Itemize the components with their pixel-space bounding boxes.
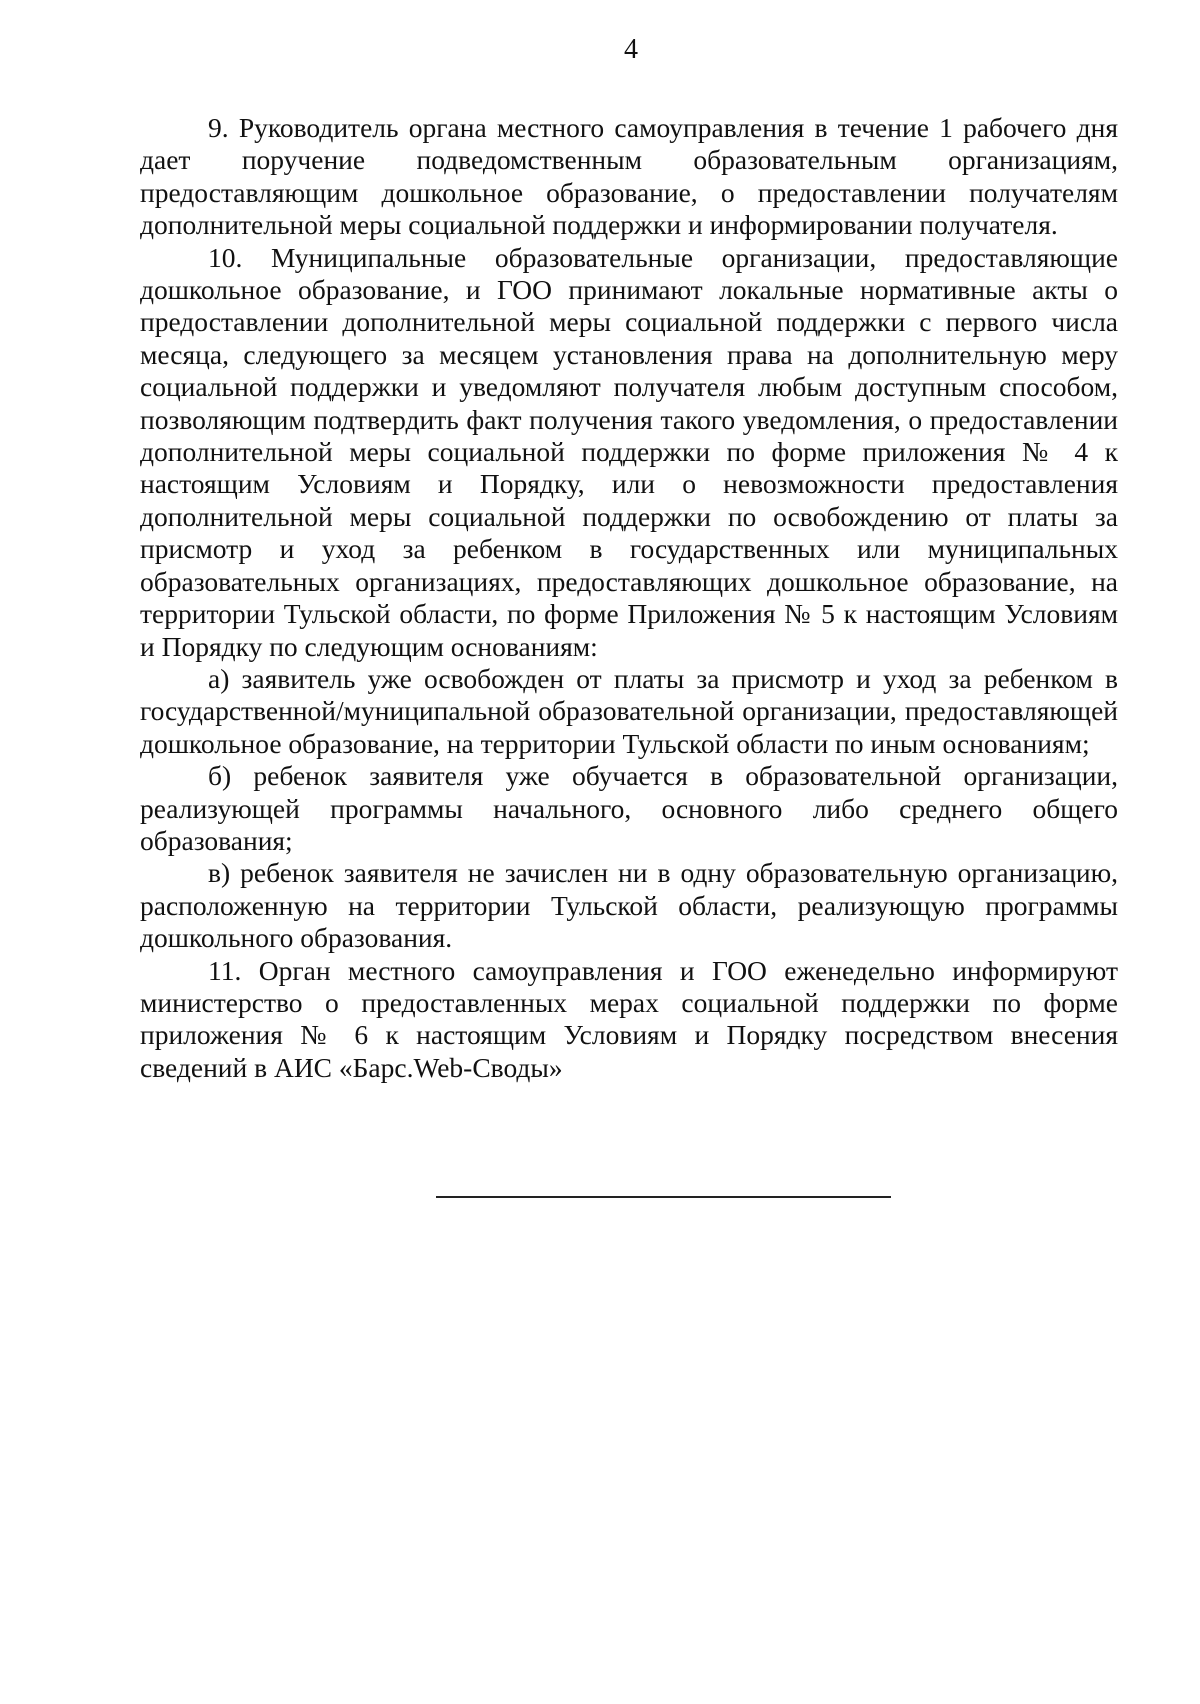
page-number: 4 xyxy=(624,34,638,65)
paragraph-9: 9. Руководитель органа местного самоуправления в течение 1 рабочего дня дает поручение подведомственным образовательным организациям, предоставляющим дошкольное образование, о предоставлении получателям дополнительной меры социальной поддержки и информировании получателя. xyxy=(140,112,1118,241)
list-item-a: а) заявитель уже освобожден от платы за присмотр и уход за ребенком в государственной/муниципальной образовательной организации, предоставляющей дошкольное образование, на территории Тульской области по иным основаниям; xyxy=(140,662,1118,759)
paragraph-10: 10. Муниципальные образовательные организации, предоставляющие дошкольное образование, и ГОО принимают локальные нормативные акты о предоставлении дополнительной меры социальной поддержки с первого числа месяца, следующего за месяцем установления права на дополнительную меру социальной поддержки и уведомляют получателя любым доступным способом, позволяющим подтвердить факт получения такого уведомления, о предоставлении дополнительной меры социальной поддержки по форме приложения № 4 к настоящим Условиям и Порядку, или о невозможности предоставления дополнительной меры социальной поддержки по освобождению от платы за присмотр и уход за ребенком в государственных или муниципальных образовательных организациях, предоставляющих дошкольное образование, на территории Тульской области, по форме Приложения № 5 к настоящим Условиям и Порядку по следующим основаниям: xyxy=(140,241,1118,662)
list-item-b: б) ребенок заявителя уже обучается в образовательной организации, реализующей программы начального, основного либо среднего общего образования; xyxy=(140,760,1118,856)
document-body xyxy=(140,112,1118,1084)
end-divider-line xyxy=(436,1196,891,1198)
paragraph-11: 11. Орган местного самоуправления и ГОО еженедельно информируют министерство о предоставленных мерах социальной поддержки по форме приложения № 6 к настоящим Условиям и Порядку посредством внесения сведений в АИС «Барс.Web-Своды» xyxy=(140,954,1118,1083)
list-item-v: в) ребенок заявителя не зачислен ни в одну образовательную организацию, расположенную на территории Тульской области, реализующую программы дошкольного образования. xyxy=(140,857,1118,954)
